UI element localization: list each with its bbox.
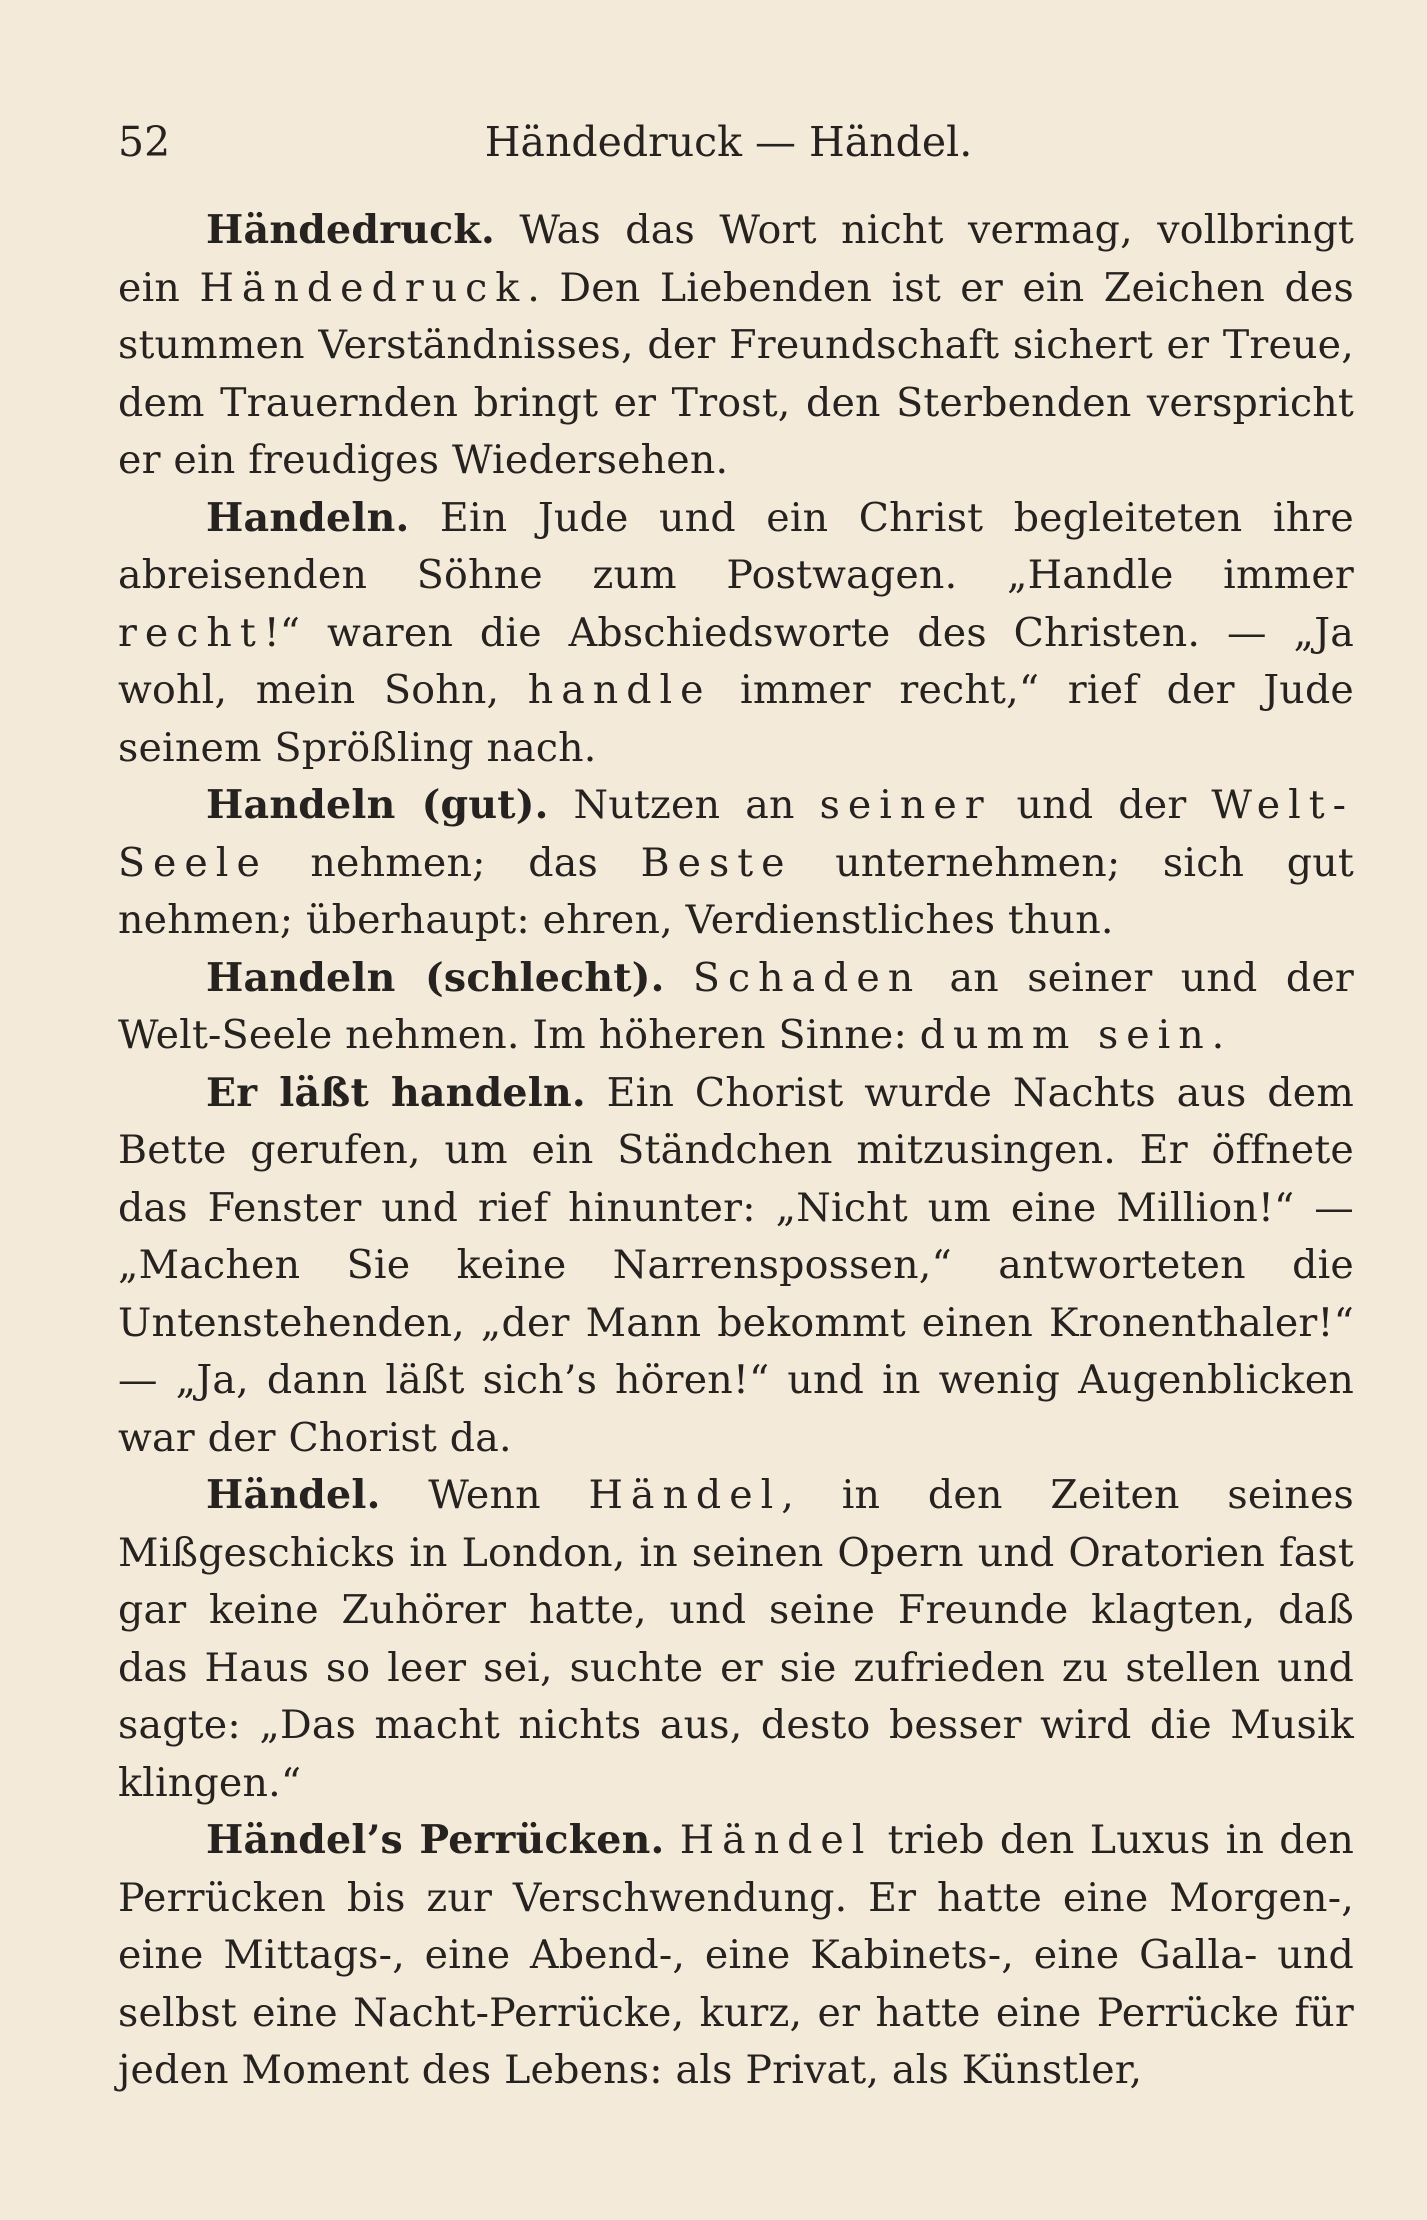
headword: Handeln (schlecht). [206, 954, 665, 1001]
spaced-emphasis: Händel [588, 1472, 782, 1518]
spaced-emphasis: Beste [640, 839, 793, 886]
page-header [118, 112, 1339, 172]
entry-text: Was das Wort nicht vermag, vollbringt ein [118, 207, 1354, 311]
entry-haendels-perruecken [118, 1812, 1354, 2100]
entry-text: . [1211, 1012, 1225, 1058]
headword: Handeln. [206, 494, 410, 541]
entry-haendel [118, 1467, 1354, 1812]
entry-text [665, 1817, 680, 1863]
entry-text: unternehmen; sich gut nehmen; überhaupt: ehren, Verdienstliches thun. [118, 839, 1354, 943]
entry-text: immer recht,“ rief der Jude seinem Sprößling nach. [118, 667, 1355, 771]
headword: Er läßt handeln. [206, 1069, 586, 1116]
spaced-emphasis: Schaden [692, 954, 922, 1001]
entry-text: und der [991, 782, 1212, 828]
spaced-emphasis: Händel [679, 1817, 873, 1863]
entry-er-laesst-handeln [118, 1065, 1354, 1468]
entry-text: an seiner und der Welt-Seele nehmen. Im höheren Sinne: [118, 954, 1355, 1058]
entry-text: Ein Chorist wurde Nachts aus dem Bette gerufen, um ein Ständchen mitzusingen. Er öffnete das Fenster und rief hinunter: „Nicht um eine Million!“ — „Machen Sie keine Narrenspossen,“ antworteten die Untenstehenden, „der Mann bekommt einen Kronenthaler!“ — „Ja, dann läßt sich’s hören!“ und in wenig Augenblicken war der Chorist da. [118, 1069, 1355, 1461]
headword: Handeln (gut). [206, 782, 549, 828]
entry-text: Ein Jude und ein Christ begleiteten ihre abreisenden Söhne zum Postwagen. „Handle immer [118, 494, 1354, 598]
entry-text: !“ waren die Abschiedsworte des Christen. — „Ja wohl, mein Sohn, [118, 609, 1354, 713]
spaced-emphasis: recht [118, 609, 264, 656]
headword: Händel. [206, 1472, 381, 1518]
entry-text: trieb den Luxus in den Perrücken bis zur Verschwendung. Er hatte eine Morgen-, eine Mittags-, eine Abend-, eine Kabinets-, eine Galla- und selbst eine Nacht-Perrücke, kurz, er hatte eine Perrücke für jeden Moment des Lebens: als Privat, als Künstler, [118, 1817, 1354, 2093]
running-title: Händedruck — Händel. [484, 118, 973, 166]
spaced-emphasis: handle [527, 667, 712, 713]
entry-text: Nutzen an [548, 782, 820, 828]
page-number: 52 [118, 118, 171, 166]
entry-text [665, 955, 693, 1001]
spaced-emphasis: Welt-Seele [118, 782, 1354, 886]
entry-haendedruck [118, 202, 1354, 490]
spaced-emphasis: seiner [819, 782, 992, 828]
entry-text: nehmen; das [267, 839, 641, 886]
entry-handeln-gut [118, 777, 1354, 950]
spaced-emphasis: Händedruck [199, 264, 528, 311]
entry-handeln-schlecht [118, 950, 1354, 1065]
entry-handeln [118, 490, 1354, 778]
entry-list [118, 202, 1354, 2100]
headword: Händel’s Perrücken. [206, 1817, 665, 1863]
entry-text: , in den Zeiten seines Mißgeschicks in London, in seinen Opern und Oratorien fast gar keine Zuhörer hatte, und seine Freunde klagten, daß das Haus so leer sei, suchte er sie zufrieden zu stellen und sagte: „Das macht nichts aus, desto besser wird die Musik klingen.“ [118, 1472, 1354, 1806]
entry-text: Wenn [380, 1472, 589, 1518]
entry-text: . Den Liebenden ist er ein Zeichen des stummen Verständnisses, der Freundschaft sichert er Treue, dem Trauernden bringt er Trost, den Sterbenden verspricht er ein freudiges Wiedersehen. [118, 264, 1354, 483]
headword: Händedruck. [206, 207, 495, 253]
spaced-emphasis: dumm sein [919, 1012, 1212, 1058]
